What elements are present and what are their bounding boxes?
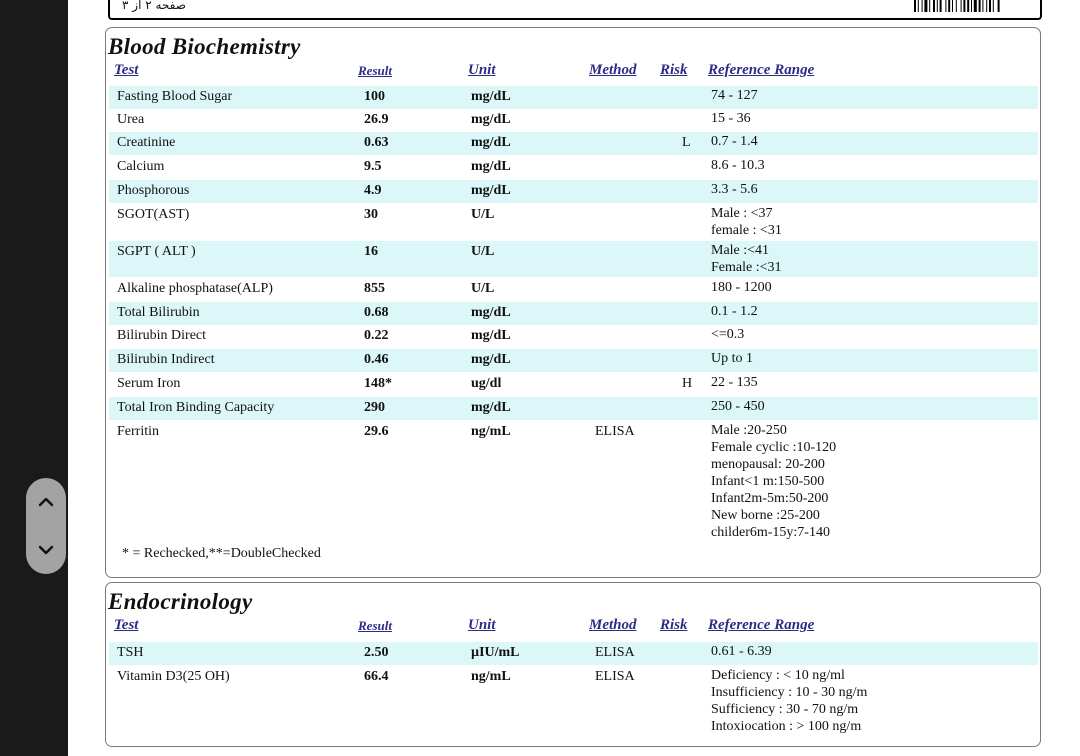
header-reference-range: Reference Range [708,62,815,78]
test-name: Bilirubin Direct [117,328,207,343]
test-name: TSH [117,645,144,660]
test-name: Serum Iron [117,376,181,391]
method-value: ELISA [595,669,635,684]
unit-value: U/L [471,207,495,222]
reference-line: Infant<1 m:150-500 [711,474,825,489]
reference-range [711,667,867,735]
test-name: Vitamin D3(25 OH) [117,669,230,684]
recheck-footnote: * = Rechecked,**=DoubleChecked [122,546,321,561]
reference-line: Insufficiency : 10 - 30 ng/m [711,685,868,700]
unit-value: mg/dL [471,305,511,320]
reference-line: <=0.3 [711,327,745,342]
test-name: Alkaline phosphatase(ALP) [117,281,273,296]
header-test: Test [114,617,139,633]
result-value: 855 [364,281,385,296]
result-value: 2.50 [364,645,389,660]
table-row [109,180,1038,203]
table-row [109,132,1038,155]
method-value: ELISA [595,424,635,439]
header-result: Result [358,63,392,78]
reference-line: 22 - 135 [711,375,758,390]
result-value: 0.63 [364,135,389,150]
unit-value: ug/dl [471,376,502,391]
reference-line: Up to 1 [711,351,753,366]
result-value: 9.5 [364,159,382,174]
reference-line: 74 - 127 [711,88,758,103]
header-method: Method [589,617,637,633]
page-header-frame [108,0,1042,20]
reference-line: 180 - 1200 [711,280,772,295]
header-method: Method [589,62,637,78]
reference-line: Sufficiency : 30 - 70 ng/m [711,702,859,717]
next-page-button[interactable] [26,530,66,570]
unit-value: ng/mL [471,669,511,684]
table-row [109,86,1038,109]
report-page [68,0,1080,756]
test-name: Fasting Blood Sugar [117,89,233,104]
reference-range [711,643,772,660]
reference-line: menopausal: 20-200 [711,457,825,472]
result-value: 100 [364,89,385,104]
unit-value: mg/dL [471,183,511,198]
reference-line: 15 - 36 [711,111,751,126]
reference-line: Intoxiocation : > 100 ng/m [711,719,862,734]
result-value: 290 [364,400,385,415]
page-navigator [26,478,66,574]
result-value: 30 [364,207,378,222]
blood-biochemistry-section [105,27,1041,578]
reference-range [711,181,758,198]
header-reference-range: Reference Range [708,617,815,633]
reference-range [711,374,758,391]
result-value: 0.68 [364,305,389,320]
reference-range [711,87,758,104]
test-name: Phosphorous [117,183,190,198]
reference-range [711,242,782,276]
reference-line: 3.3 - 5.6 [711,182,758,197]
result-value: 29.6 [364,424,389,439]
header-risk: Risk [660,617,688,633]
test-name: SGPT ( ALT ) [117,244,196,259]
unit-value: mg/dL [471,135,511,150]
reference-range [711,350,753,367]
reference-line: 250 - 450 [711,399,765,414]
table-row [109,397,1038,420]
reference-line: 8.6 - 10.3 [711,158,765,173]
test-name: Bilirubin Indirect [117,352,215,367]
result-value: 148* [364,376,392,391]
reference-line: New borne :25-200 [711,508,820,523]
result-value: 4.9 [364,183,382,198]
reference-line: Female :<31 [711,260,782,275]
unit-value: µIU/mL [471,645,520,660]
test-name: Calcium [117,159,165,174]
reference-range [711,110,751,127]
previous-page-button[interactable] [26,482,66,522]
unit-value: mg/dL [471,328,511,343]
test-name: Total Bilirubin [117,305,200,320]
unit-value: U/L [471,281,495,296]
table-row [109,373,1038,396]
barcode-image [914,0,1026,12]
unit-value: ng/mL [471,424,511,439]
table-row [109,109,1038,132]
test-name: Creatinine [117,135,176,150]
section-title: Endocrinology [108,589,253,614]
result-value: 66.4 [364,669,389,684]
test-name: Ferritin [117,424,159,439]
table-row [109,666,1038,736]
table-row [109,204,1038,240]
reference-line: 0.61 - 6.39 [711,644,772,659]
reference-line: Male :<41 [711,243,770,258]
table-row [109,349,1038,372]
table-row [109,156,1038,179]
table-row [109,421,1038,539]
header-result: Result [358,618,392,633]
reference-range [711,279,772,296]
reference-line: female : <31 [711,223,782,238]
reference-range [711,157,765,174]
unit-value: mg/dL [471,400,511,415]
unit-value: U/L [471,244,495,259]
unit-value: mg/dL [471,159,511,174]
reference-line: Male :20-250 [711,423,787,438]
reference-range [711,205,782,239]
section-title: Blood Biochemistry [108,34,301,59]
table-row [109,241,1038,277]
result-value: 26.9 [364,112,389,127]
result-value: 0.46 [364,352,389,367]
endocrinology-section [105,582,1041,747]
test-name: Total Iron Binding Capacity [117,400,275,415]
reference-range [711,398,765,415]
risk-flag: H [682,376,693,391]
header-risk: Risk [660,62,688,78]
reference-line: 0.7 - 1.4 [711,134,758,149]
reference-range [711,326,744,343]
reference-line: childer6m-15y:7-140 [711,525,830,540]
result-value: 0.22 [364,328,389,343]
test-name: SGOT(AST) [117,207,190,222]
table-row [109,278,1038,301]
reference-line: Male : <37 [711,206,773,221]
unit-value: mg/dL [471,89,511,104]
chevron-up-icon [37,493,55,511]
table-row [109,325,1038,348]
header-test: Test [114,62,139,78]
reference-line: Infant2m-5m:50-200 [711,491,829,506]
unit-value: mg/dL [471,112,511,127]
reference-line: Deficiency : < 10 ng/ml [711,668,845,683]
header-unit: Unit [468,617,496,633]
reference-range [711,422,836,541]
risk-flag: L [682,135,691,150]
header-unit: Unit [468,62,496,78]
table-row [109,642,1038,665]
table-row [109,302,1038,325]
unit-value: mg/dL [471,352,511,367]
reference-range [711,303,758,320]
reference-line: Female cyclic :10-120 [711,440,837,455]
method-value: ELISA [595,645,635,660]
page-number: صفحه ۲ از ۳ [122,0,186,12]
test-name: Urea [117,112,145,127]
reference-range [711,133,758,150]
side-panel [0,0,68,756]
reference-line: 0.1 - 1.2 [711,304,758,319]
result-value: 16 [364,244,378,259]
chevron-down-icon [37,541,55,559]
